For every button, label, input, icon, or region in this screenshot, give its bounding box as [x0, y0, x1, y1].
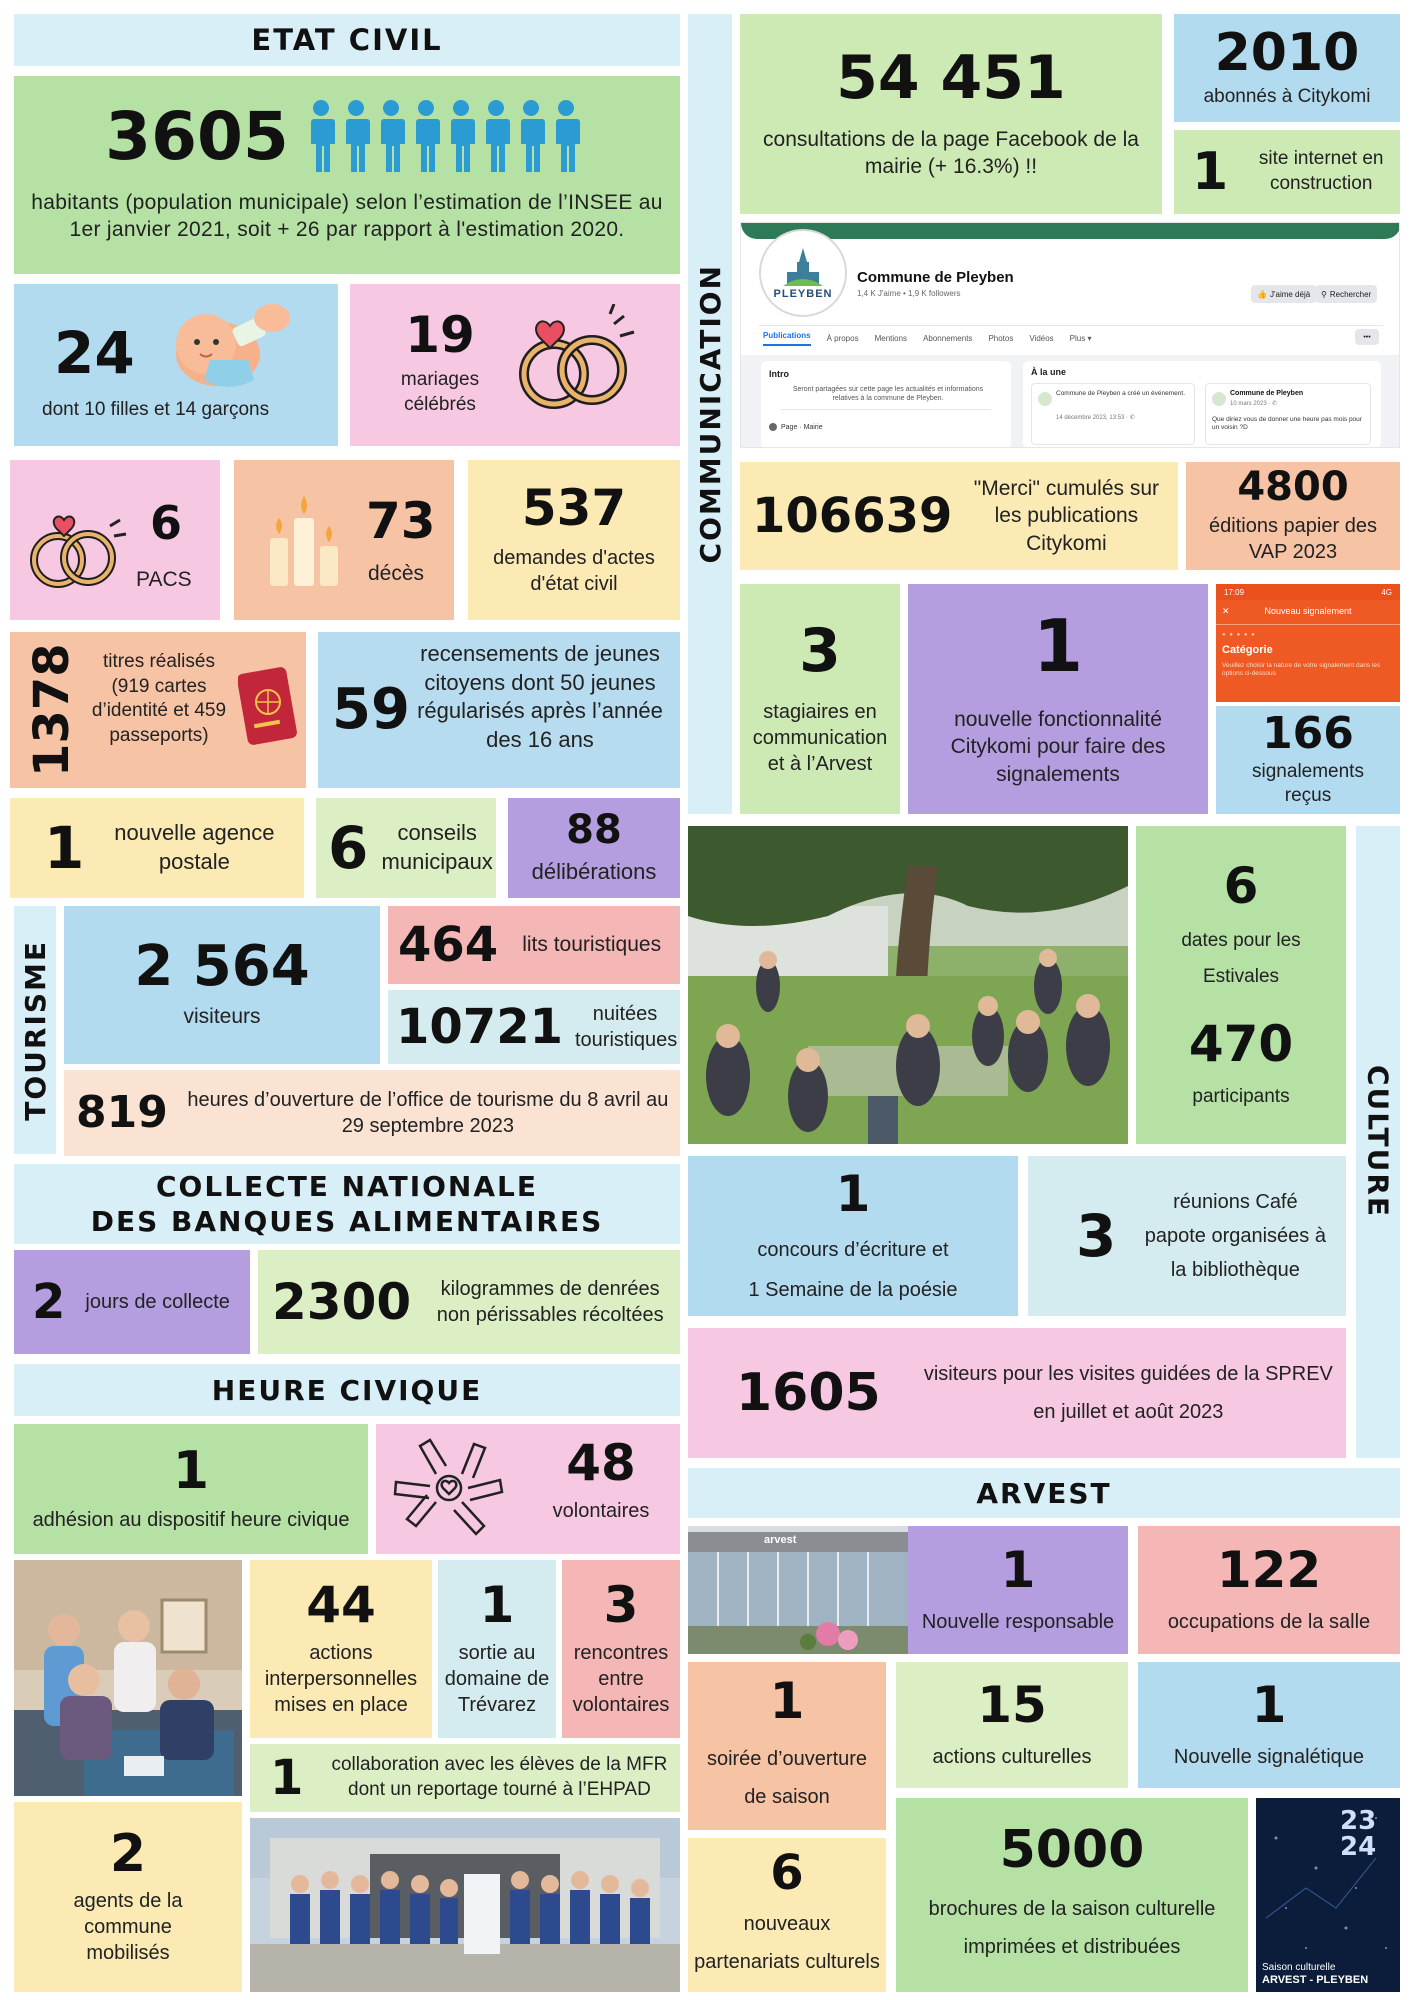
section-title: TOURISME — [18, 939, 52, 1121]
section-title: CULTURE — [1361, 1065, 1395, 1219]
kg-card — [258, 1250, 680, 1354]
section-title-line1: COLLECTE NATIONALE — [155, 1170, 538, 1203]
agents-card — [14, 1802, 242, 1992]
stat-text: délibérations — [531, 858, 657, 884]
stat-text: nouvelle fonctionnalité Citykomi pour faire des signalements — [950, 708, 1166, 786]
stat-text: occupations de la salle — [1167, 1611, 1371, 1633]
volunteers-photo — [14, 1560, 242, 1796]
stat-value: 1 — [1192, 142, 1229, 202]
stat-text: sortie au domaine de Trévarez — [444, 1642, 550, 1716]
visitors-card — [64, 906, 380, 1064]
occupations-card — [1138, 1526, 1400, 1654]
page-avatar-icon — [1212, 392, 1226, 406]
estivales-photo — [688, 826, 1128, 1144]
stat-value: 1 — [1000, 1541, 1036, 1599]
stat-text: visiteurs pour les visites guidées de la SPREV en juillet et août 2023 — [923, 1363, 1333, 1423]
rings-heart-icon — [510, 304, 640, 414]
stat-value: 6 — [150, 496, 183, 550]
close-icon[interactable]: ✕ — [1222, 606, 1230, 616]
stat-text: adhésion au dispositif heure civique — [32, 1509, 350, 1531]
tab-mentions[interactable]: Mentions — [874, 334, 908, 343]
manager-card — [908, 1526, 1128, 1654]
stat-text: actions interpersonnelles mises en place — [264, 1642, 418, 1716]
post-date: 14 décembre 2023, 13:53 · ✆ — [1056, 415, 1135, 421]
outing-card — [438, 1560, 556, 1738]
culture-label — [1356, 826, 1400, 1458]
stat-text: PACS — [136, 568, 192, 591]
citykomi-card — [1174, 14, 1400, 122]
tab-publications[interactable]: Publications — [763, 331, 811, 346]
arvest-header — [688, 1468, 1400, 1518]
stat-value: 819 — [76, 1087, 168, 1138]
stat-text: soirée d’ouverture de saison — [706, 1748, 868, 1808]
phone-network: 4G — [1381, 587, 1392, 597]
stat-value: 3 — [1076, 1202, 1117, 1270]
stat-text: Nouvelle responsable — [921, 1611, 1115, 1633]
stat-value: 106639 — [752, 488, 953, 544]
arvest-building-photo — [688, 1526, 908, 1654]
tab-videos[interactable]: Vidéos — [1029, 334, 1054, 343]
post-date: 10 mars 2023 · ✆ — [1230, 401, 1278, 407]
stat-text: mariages célébrés — [400, 369, 480, 415]
feature-card — [908, 584, 1208, 814]
stat-text: titres réalisés (919 cartes d’identité et 459 passeports) — [91, 651, 227, 747]
stat-text: Nouvelle signalétique — [1173, 1746, 1365, 1768]
stat-text: collaboration avec les élèves de la MFR dont un reportage tourné à l’EHPAD — [331, 1754, 668, 1800]
stat-text: visiteurs — [183, 1005, 261, 1029]
stat-value: 1 — [1251, 1676, 1287, 1734]
agency-card — [10, 798, 304, 898]
intro-title: Intro — [769, 369, 789, 379]
stat-value: 1 — [172, 1441, 210, 1501]
page-followers: 1,4 K J'aime • 1,9 K followers — [857, 289, 961, 298]
tab-photos[interactable]: Photos — [988, 334, 1014, 343]
volunteers-card — [376, 1424, 680, 1554]
baby-icon — [164, 298, 304, 394]
stat-value: 19 — [405, 306, 475, 364]
population-card — [14, 76, 680, 274]
stat-text: nouveaux partenariats culturels — [694, 1913, 880, 1973]
featured-post-1[interactable] — [1031, 383, 1195, 445]
stat-value: 1 — [270, 1750, 304, 1806]
stat-text: dates pour les Estivales — [1181, 929, 1301, 987]
stat-value: 3 — [799, 616, 841, 686]
stat-value: 1378 — [24, 643, 80, 777]
stat-text-line1: concours d’écriture et — [757, 1239, 949, 1261]
section-title: HEURE CIVIQUE — [211, 1373, 483, 1407]
post-text: Commune de Pleyben a créé un événement. — [1056, 390, 1185, 397]
page-avatar-icon — [1038, 392, 1052, 406]
stat-text: actions culturelles — [932, 1746, 1092, 1768]
stat-value: 166 — [1262, 708, 1354, 760]
building-sign: arvest — [764, 1534, 797, 1546]
stat-value: 2 — [109, 1824, 147, 1884]
featured-post-2[interactable] — [1205, 383, 1371, 445]
featured-title: À la une — [1031, 367, 1067, 377]
stat-value: 54 451 — [836, 42, 1066, 113]
post-text: Que diriez vous de donner une heure pas mois pour un voisin ?D — [1212, 416, 1362, 432]
passport-icon — [238, 662, 300, 748]
deliberations-card — [508, 798, 680, 898]
stat-text: agents de la commune mobilisés — [73, 1890, 183, 1964]
stat-value: 44 — [306, 1576, 376, 1634]
citykomi-app-screenshot — [1216, 584, 1400, 702]
cafe-card — [1028, 1156, 1346, 1316]
sprev-card — [688, 1328, 1346, 1458]
stat-text: décès — [368, 562, 425, 585]
tab-subscriptions[interactable]: Abonnements — [923, 334, 973, 343]
category-hint: Veuillez choisir la nature de votre signalement dans les options ci-dessous — [1222, 662, 1381, 678]
stat-value: 1 — [835, 1165, 871, 1223]
merci-card — [740, 462, 1178, 570]
stat-value: 3 — [603, 1576, 639, 1634]
stat-text: habitants (population municipale) selon l’estimation de l’INSEE au 1er janvier 2021, soit + 26 par rapport à l'estimation 2020. — [31, 190, 663, 241]
facebook-page-screenshot — [740, 222, 1400, 448]
stat-text: conseils municipaux — [381, 820, 493, 874]
cultural-actions-card — [896, 1662, 1128, 1788]
concours-card — [688, 1156, 1018, 1316]
stat-value: 464 — [398, 917, 499, 973]
requests-card — [468, 460, 680, 620]
stat-value: 4800 — [1237, 464, 1349, 510]
section-title: ETAT CIVIL — [251, 23, 443, 57]
councils-card — [316, 798, 496, 898]
stat-value: 2300 — [272, 1273, 412, 1331]
stat-text: rencontres entre volontaires — [572, 1642, 670, 1716]
stat-text: lits touristiques — [522, 933, 662, 957]
stat-text: stagiaires en communication et à l’Arvest — [752, 701, 888, 775]
titles-card — [10, 632, 306, 788]
tab-about[interactable]: À propos — [826, 334, 859, 343]
hands-heart-icon — [384, 1430, 514, 1546]
stat-value: 73 — [366, 492, 436, 550]
tab-more[interactable]: Plus ▾ — [1069, 334, 1092, 343]
season-poster — [1256, 1798, 1400, 1992]
candles-icon — [264, 490, 344, 590]
opening-card — [688, 1662, 886, 1830]
search-button[interactable]: ⚲ Rechercher — [1315, 285, 1377, 303]
page-name: Commune de Pleyben — [857, 269, 1014, 286]
section-title: COMMUNICATION — [693, 264, 727, 564]
search-icon: ⚲ — [1321, 289, 1327, 299]
stat-value: 1 — [1032, 604, 1084, 689]
stat-value: 1 — [769, 1672, 805, 1730]
stat-text: site internet en construction — [1258, 148, 1384, 194]
stat-text: nuitées touristiques — [575, 1003, 678, 1051]
page-logo: PLEYBEN — [759, 229, 847, 317]
stat-text: signalements reçus — [1252, 761, 1364, 806]
stat-value: 1 — [479, 1576, 515, 1634]
featured-panel — [1023, 361, 1381, 448]
collecte-header — [14, 1164, 680, 1244]
births-card — [14, 284, 338, 446]
post-author: Commune de Pleyben — [1230, 390, 1304, 397]
stat-text: nouvelle agence postale — [114, 820, 275, 874]
actions-card — [250, 1560, 432, 1738]
poster-year-bottom: 24 — [1340, 1832, 1377, 1862]
vap-card — [1186, 462, 1400, 570]
people-icon — [307, 99, 589, 175]
stat-text: heures d’ouverture de l’office de tourisme du 8 avril au 29 septembre 2023 — [187, 1089, 669, 1137]
stat-text: jours de collecte — [85, 1291, 230, 1313]
website-card — [1174, 130, 1400, 214]
poster-line2: ARVEST - PLEYBEN — [1262, 1974, 1369, 1986]
phone-time: 17:09 — [1224, 587, 1245, 597]
facebook-card — [740, 14, 1162, 214]
info-icon — [769, 423, 777, 431]
like-button[interactable]: 👍 J'aime déjà — [1251, 285, 1316, 303]
stat-value: 6 — [770, 1845, 804, 1901]
page-tabs — [763, 331, 1091, 346]
stat-value-2: 470 — [1188, 1014, 1294, 1073]
poster-year-top: 23 — [1340, 1806, 1377, 1836]
signage-card — [1138, 1662, 1400, 1788]
stat-value: 2 564 — [134, 934, 310, 1000]
step-dots: ● ● ● ● ● — [1222, 632, 1256, 638]
stat-value: 1 — [44, 814, 85, 882]
stat-text: réunions Café papote organisées à la bibliothèque — [1144, 1191, 1326, 1281]
pacs-card — [10, 460, 220, 620]
stat-value: 48 — [566, 1434, 636, 1492]
heure-civique-header — [14, 1364, 680, 1416]
poster-line1: Saison culturelle — [1262, 1962, 1336, 1973]
intro-text: Seront partagées sur cette page les actualités et informations relatives à la commune de Pleyben. — [792, 386, 984, 403]
stat-text-2: participants — [1192, 1085, 1290, 1107]
etat-civil-header — [14, 14, 680, 66]
mfr-card — [250, 1744, 680, 1812]
section-title: ARVEST — [976, 1476, 1112, 1510]
stat-text: "Merci" cumulés sur les publications Citykomi — [973, 477, 1160, 555]
stat-value: 59 — [332, 677, 410, 742]
collection-days-card — [14, 1250, 250, 1354]
stat-text: brochures de la saison culturelle imprimées et distribuées — [928, 1898, 1216, 1958]
stat-text: demandes d'actes d'état civil — [493, 547, 655, 595]
intro-panel — [761, 361, 1011, 448]
church-icon — [783, 246, 823, 288]
reports-card — [1216, 706, 1400, 814]
beds-card — [388, 906, 680, 984]
nights-card — [388, 990, 680, 1064]
brochures-card — [896, 1798, 1248, 1992]
stat-text: abonnés à Citykomi — [1203, 85, 1371, 107]
stat-value: 122 — [1216, 1541, 1322, 1599]
census-card — [318, 632, 680, 788]
thumb-icon: 👍 — [1257, 289, 1267, 299]
stat-value: 2010 — [1214, 22, 1360, 83]
stat-text: consultations de la page Facebook de la mairie (+ 16.3%) !! — [763, 127, 1139, 178]
estivales-card — [1136, 826, 1346, 1144]
stat-value: 2 — [32, 1274, 66, 1330]
hours-card — [64, 1070, 680, 1156]
rings-icon — [24, 510, 134, 590]
stat-text: éditions papier des VAP 2023 — [1209, 515, 1377, 563]
stat-value: 5000 — [999, 1820, 1145, 1880]
stat-text: dont 10 filles et 14 garçons — [42, 399, 270, 420]
stat-text: recensements de jeunes citoyens dont 50 jeunes régularisés après l’année des 16 ans — [417, 641, 663, 752]
more-button[interactable]: ••• — [1355, 329, 1379, 345]
stat-value: 24 — [54, 319, 135, 387]
stat-value: 3605 — [105, 97, 289, 175]
section-title-line2: DES BANQUES ALIMENTAIRES — [90, 1205, 604, 1238]
stat-text: volontaires — [552, 1500, 650, 1522]
adhesion-card — [14, 1424, 368, 1554]
stat-value: 6 — [328, 814, 369, 882]
group-photo — [250, 1818, 680, 1992]
stat-value: 10721 — [396, 999, 563, 1055]
stat-text: kilogrammes de denrées non périssables récoltées — [436, 1278, 664, 1326]
stat-value: 1605 — [736, 1363, 881, 1423]
stat-value: 537 — [521, 479, 627, 537]
stat-text-line2: 1 Semaine de la poésie — [748, 1279, 958, 1301]
deaths-card — [234, 460, 454, 620]
tourisme-label — [14, 906, 56, 1154]
partners-card — [688, 1838, 886, 1992]
communication-label — [688, 14, 732, 814]
category-label: Catégorie — [1222, 644, 1273, 656]
interns-card — [740, 584, 900, 814]
page-category: Page · Mairie — [781, 423, 823, 431]
stat-value: 88 — [566, 806, 622, 853]
screen-title: Nouveau signalement — [1264, 606, 1352, 616]
stat-value: 6 — [1223, 856, 1259, 915]
stat-value: 15 — [977, 1676, 1047, 1734]
marriages-card — [350, 284, 680, 446]
meetings-card — [562, 1560, 680, 1738]
